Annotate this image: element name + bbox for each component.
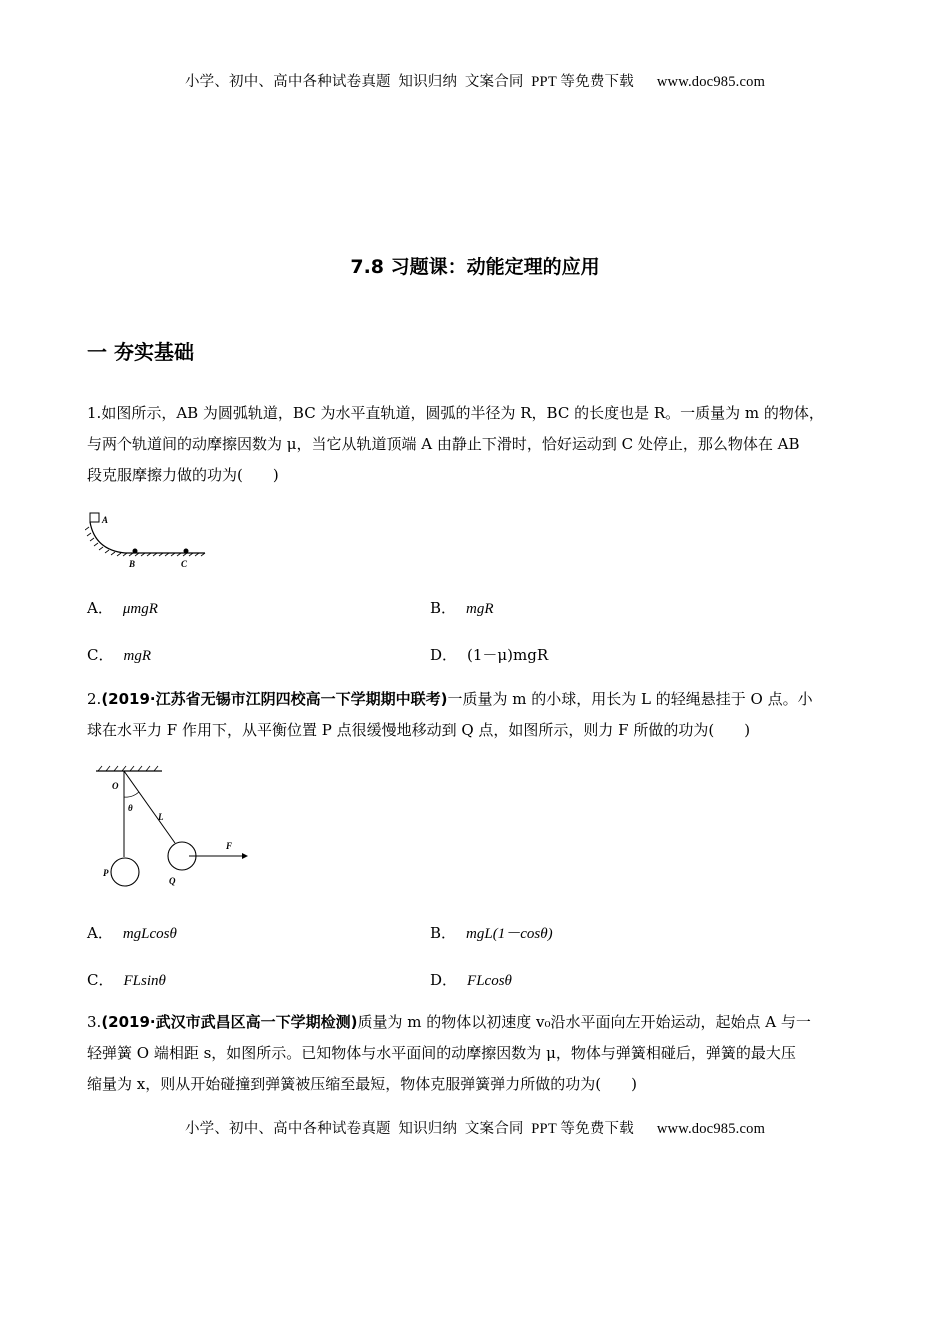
figure-label-q: Q [169, 876, 176, 886]
figure-label-theta: θ [128, 803, 133, 813]
q1-option-d[interactable]: D． (1－μ)mgR [430, 646, 549, 664]
section-heading: 一 夯实基础 [87, 340, 194, 364]
q1-option-c[interactable]: C． mgR [87, 646, 151, 664]
figure-label-l: L [158, 812, 164, 822]
question-1-figure [85, 505, 210, 570]
figure-label-c: C [181, 559, 188, 569]
q1-option-a[interactable]: A． μmgR [87, 599, 158, 617]
question-source: (2019·武汉市武昌区高一下学期检测) [101, 1013, 358, 1031]
question-number: 1. [87, 404, 102, 422]
figure-label-b: B [129, 559, 136, 569]
page-header: 小学、初中、高中各种试卷真题 知识归纳 文案合同 PPT 等免费下载 www.doc985.com [184, 74, 766, 90]
figure-label-o: O [112, 781, 119, 791]
question-source: (2019·江苏省无锡市江阴四校高一下学期期中联考) [101, 690, 448, 708]
figure-label-p: P [103, 868, 109, 878]
q2-option-a[interactable]: A． mgLcosθ [87, 924, 177, 942]
page-footer: 小学、初中、高中各种试卷真题 知识归纳 文案合同 PPT 等免费下载 www.doc985.com [184, 1121, 766, 1137]
q1-option-b[interactable]: B． mgR [430, 599, 494, 617]
q2-option-d[interactable]: D． FLcosθ [430, 971, 512, 989]
question-1-text: 1.如图所示，AB 为圆弧轨道，BC 为水平直轨道，圆弧的半径为 R，BC 的长度也是 R。一质量为 m 的物体， 与两个轨道间的动摩擦因数为 μ，当它从轨道顶端 A 由静止下滑时，恰好运动到 C 处停止，那么物体在 AB 段克服摩擦力做的功为( ) [87, 404, 824, 484]
page-title: 7.8 习题课：动能定理的应用 [350, 256, 600, 278]
question-2-text: 2.(2019·江苏省无锡市江阴四校高一下学期期中联考)一质量为 m 的小球，用长为 L 的轻绳悬挂于 O 点。小 球在水平力 F 作用下，从平衡位置 P 点很缓慢地移动到 Q 点，如图所示，则力 F 所做的功为( ) [87, 690, 813, 739]
question-2-figure [92, 765, 252, 890]
figure-label-a: A [102, 515, 109, 525]
q2-option-c[interactable]: C． FLsinθ [87, 971, 166, 989]
q2-option-b[interactable]: B． mgL(1－cosθ) [430, 924, 553, 942]
figure-label-f: F [226, 841, 233, 851]
question-3-text: 3.(2019·武汉市武昌区高一下学期检测)质量为 m 的物体以初速度 v₀沿水平面向左开始运动，起始点 A 与一 轻弹簧 O 端相距 s，如图所示。已知物体与水平面间的动摩擦因数为 μ，物体与弹簧相碰后，弹簧的最大压 缩量为 x，则从开始碰撞到弹簧被压缩至最短，物体克服弹簧弹力所做的功为( ) [87, 1013, 811, 1093]
